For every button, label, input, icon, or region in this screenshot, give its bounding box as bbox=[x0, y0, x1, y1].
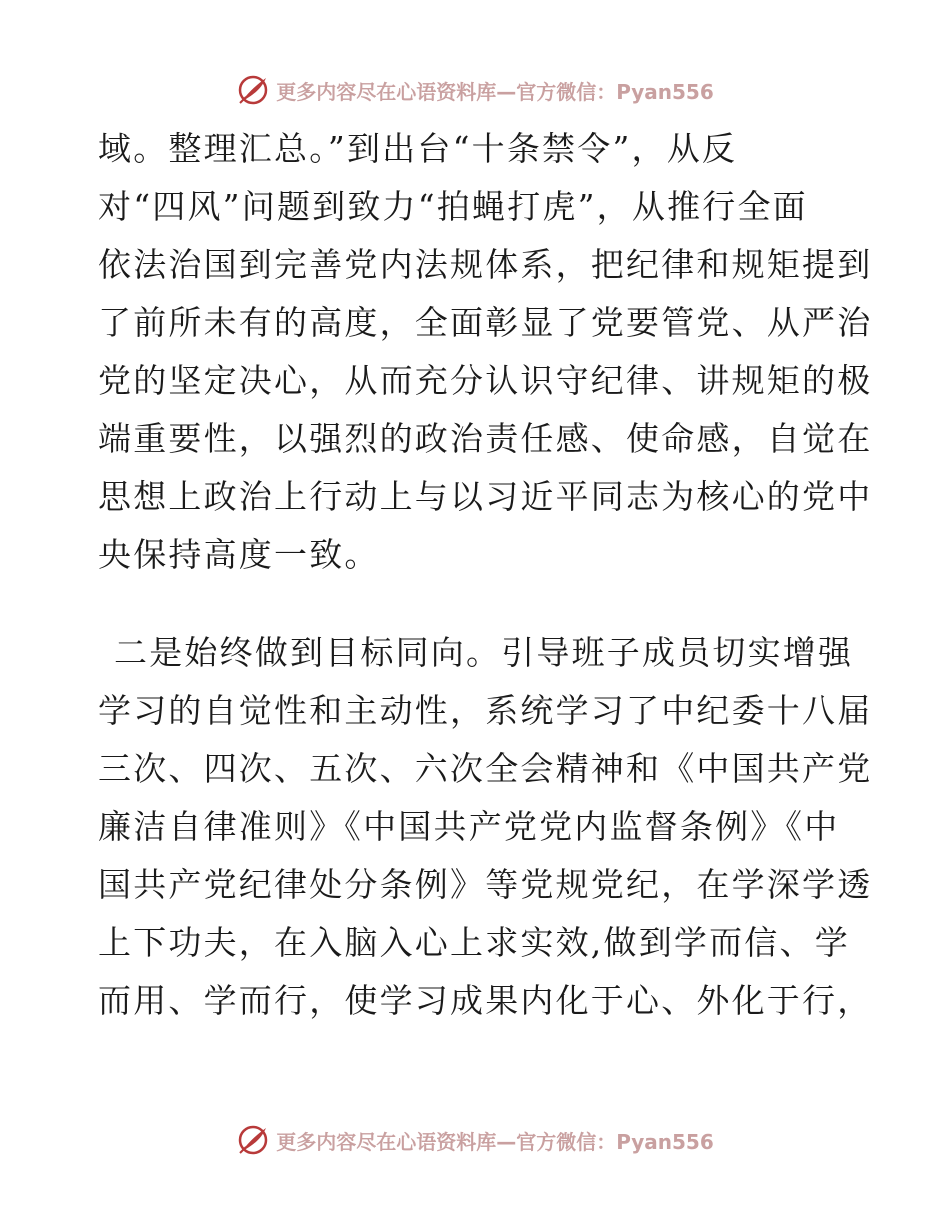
paragraph-2 bbox=[98, 624, 873, 1030]
footer-banner bbox=[0, 1120, 950, 1160]
quill-pen-logo-icon bbox=[236, 73, 270, 107]
header-banner-text: 更多内容尽在心语资料库—官方微信：Pyan556 bbox=[276, 79, 714, 104]
quill-pen-logo-icon bbox=[236, 1123, 270, 1157]
paragraph-line: 了前所未有的高度，全面彰显了党要管党、从严治 bbox=[98, 303, 873, 342]
header-banner bbox=[0, 70, 950, 110]
paragraph-line: 廉洁自律准则》《中国共产党党内监督条例》《中 bbox=[98, 807, 840, 846]
footer-banner-text: 更多内容尽在心语资料库—官方微信：Pyan556 bbox=[276, 1129, 714, 1154]
paragraph-gap bbox=[98, 584, 858, 624]
paragraph-line: 党的坚定决心，从而充分认识守纪律、讲规矩的极 bbox=[98, 361, 873, 400]
paragraph-line: 国共产党纪律处分条例》等党规党纪，在学深学透 bbox=[98, 865, 873, 904]
paragraph-line: 依法治国到完善党内法规体系，把纪律和规矩提到 bbox=[98, 245, 873, 284]
paragraph-line: 上下功夫，在入脑入心上求实效,做到学而信、学 bbox=[98, 923, 850, 962]
paragraph-line: 端重要性，以强烈的政治责任感、使命感，自觉在 bbox=[98, 419, 873, 458]
paragraph-line: 学习的自觉性和主动性，系统学习了中纪委十八届 bbox=[98, 691, 873, 730]
paragraph-1 bbox=[98, 120, 873, 584]
footer-banner-content bbox=[236, 1123, 714, 1157]
paragraph-line: 二是始终做到目标同向。引导班子成员切实增强 bbox=[114, 633, 854, 672]
paragraph-line: 对“四风”问题到致力“拍蝇打虎”，从推行全面 bbox=[98, 187, 808, 226]
document-body bbox=[98, 120, 873, 1030]
paragraph-line: 三次、四次、五次、六次全会精神和《中国共产党 bbox=[98, 749, 873, 788]
paragraph-line: 思想上政治上行动上与以习近平同志为核心的党中 bbox=[98, 477, 873, 516]
paragraph-line: 域。整理汇总。”到出台“十条禁令”，从反 bbox=[98, 129, 738, 168]
paragraph-line: 而用、学而行，使学习成果内化于心、外化于行， bbox=[98, 981, 873, 1020]
paragraph-line: 央保持高度一致。 bbox=[98, 535, 380, 574]
header-banner-content bbox=[236, 73, 714, 107]
